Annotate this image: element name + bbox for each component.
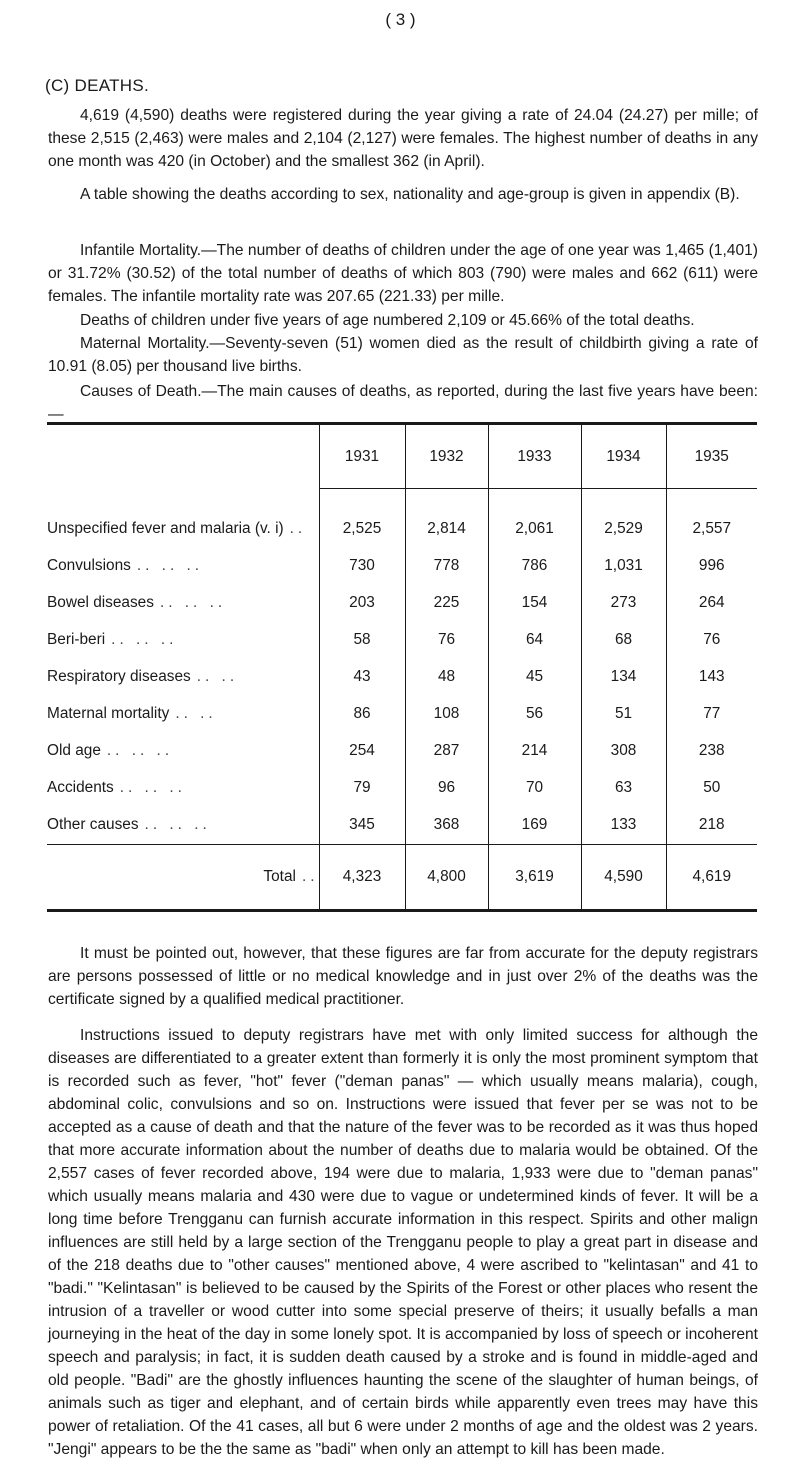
value-cell: 238 — [666, 733, 757, 770]
table-row — [47, 585, 757, 622]
value-cell: 48 — [405, 659, 488, 696]
value-cell: 2,061 — [488, 489, 581, 548]
header-blank-cell — [47, 424, 319, 489]
total-label: Total .. — [47, 844, 319, 910]
value-cell: 287 — [405, 733, 488, 770]
year-header: 1933 — [488, 424, 581, 489]
value-cell: 45 — [488, 659, 581, 696]
table-row — [47, 770, 757, 807]
total-value-cell: 4,590 — [581, 844, 666, 910]
cause-label: Accidents .. .. .. — [47, 779, 186, 796]
value-cell: 154 — [488, 585, 581, 622]
paragraph-deaths-summary: 4,619 (4,590) deaths were registered during the year giving a rate of 24.04 (24.27) per mille; of these 2,515 (2,463) were males and 2,104 (2,127) were females. The highest number of deaths in any one month was 420 (in October) and the smallest 362 (in April). — [48, 107, 758, 170]
value-cell: 2,529 — [581, 489, 666, 548]
paragraph-accuracy-note: It must be pointed out, however, that these figures are far from accurate for the deputy registrars are persons possessed of little or no medical knowledge and in just over 2% of the deaths was the certificate signed by a qualified medical practitioner. — [48, 945, 758, 1008]
year-header: 1931 — [319, 424, 405, 489]
value-cell: 51 — [581, 696, 666, 733]
total-value-cell: 4,800 — [405, 844, 488, 910]
total-value-cell: 4,619 — [666, 844, 757, 910]
cause-label: Respiratory diseases .. .. — [47, 668, 239, 685]
cause-label: Maternal mortality .. .. — [47, 705, 217, 722]
value-cell: 133 — [581, 807, 666, 845]
causes-of-death-table — [47, 422, 757, 912]
table-row — [47, 548, 757, 585]
value-cell: 43 — [319, 659, 405, 696]
cause-label: Beri-beri .. .. .. — [47, 631, 178, 648]
value-cell: 108 — [405, 696, 488, 733]
table-row — [47, 696, 757, 733]
value-cell: 64 — [488, 622, 581, 659]
value-cell: 778 — [405, 548, 488, 585]
table-header-row — [47, 424, 757, 489]
table-row — [47, 622, 757, 659]
paragraph-under-five-deaths: Deaths of children under five years of age numbered 2,109 or 45.66% of the total deaths. — [80, 312, 695, 329]
value-cell: 996 — [666, 548, 757, 585]
value-cell: 77 — [666, 696, 757, 733]
value-cell: 86 — [319, 696, 405, 733]
value-cell: 79 — [319, 770, 405, 807]
cause-label: Unspecified fever and malaria (v. i) .. — [47, 520, 307, 537]
value-cell: 143 — [666, 659, 757, 696]
paragraph-causes-intro: Causes of Death.—The main causes of deaths, as reported, during the last five years have been:— — [48, 383, 758, 423]
value-cell: 58 — [319, 622, 405, 659]
value-cell: 63 — [581, 770, 666, 807]
paragraph-maternal-mortality: Maternal Mortality.—Seventy-seven (51) women died as the result of childbirth giving a rate of 10.91 (8.05) per thousand live births. — [48, 335, 758, 375]
total-value-cell: 3,619 — [488, 844, 581, 910]
table-row — [47, 659, 757, 696]
value-cell: 76 — [666, 622, 757, 659]
value-cell: 345 — [319, 807, 405, 845]
cause-label: Bowel diseases .. .. .. — [47, 594, 227, 611]
value-cell: 96 — [405, 770, 488, 807]
value-cell: 225 — [405, 585, 488, 622]
value-cell: 2,814 — [405, 489, 488, 548]
paragraph-appendix-note: A table showing the deaths according to sex, nationality and age-group is given in appendix (B). — [80, 186, 740, 203]
value-cell: 1,031 — [581, 548, 666, 585]
value-cell: 214 — [488, 733, 581, 770]
value-cell: 2,557 — [666, 489, 757, 548]
value-cell: 56 — [488, 696, 581, 733]
value-cell: 218 — [666, 807, 757, 845]
value-cell: 203 — [319, 585, 405, 622]
value-cell: 368 — [405, 807, 488, 845]
page-number: ( 3 ) — [385, 10, 416, 29]
total-value-cell: 4,323 — [319, 844, 405, 910]
cause-label: Other causes .. .. .. — [47, 816, 211, 833]
table-row — [47, 733, 757, 770]
value-cell: 50 — [666, 770, 757, 807]
table-row — [47, 807, 757, 845]
value-cell: 308 — [581, 733, 666, 770]
value-cell: 68 — [581, 622, 666, 659]
table-row — [47, 489, 757, 548]
value-cell: 2,525 — [319, 489, 405, 548]
paragraph-infantile-mortality: Infantile Mortality.—The number of deaths of children under the age of one year was 1,465 (1,401) or 31.72% (30.52) of the total number of deaths of which 803 (790) were males and 662 (611) were females. The infantile mortality rate was 207.65 (221.33) per mille. — [48, 242, 758, 305]
year-header: 1935 — [666, 424, 757, 489]
value-cell: 70 — [488, 770, 581, 807]
year-header: 1932 — [405, 424, 488, 489]
cause-label: Convulsions .. .. .. — [47, 557, 204, 574]
value-cell: 264 — [666, 585, 757, 622]
year-header: 1934 — [581, 424, 666, 489]
table-total-row — [47, 844, 757, 910]
value-cell: 254 — [319, 733, 405, 770]
cause-label: Old age .. .. .. — [47, 742, 174, 759]
value-cell: 134 — [581, 659, 666, 696]
value-cell: 169 — [488, 807, 581, 845]
value-cell: 730 — [319, 548, 405, 585]
value-cell: 786 — [488, 548, 581, 585]
value-cell: 273 — [581, 585, 666, 622]
paragraph-instructions-and-spirits: Instructions issued to deputy registrars have met with only limited success for although the diseases are differentiated to a greater extent than formerly it is only the most prominent symptom that is recorded such as fever, "hot" fever ("deman panas" — which usually means malaria), cough, abdominal colic, convulsions and so on. Instructions were issued that fever per se was not to be accepted as a cause of death and that the nature of the fever was to be recorded as it was thus hoped that more accurate information about the number of deaths due to malaria would be obtained. Of the 2,557 cases of fever recorded above, 194 were due to malaria, 1,933 were due to "deman panas" which usually means malaria and 430 were due to vague or undetermined kinds of fever. It will be a long time before Trengganu can furnish accurate information in this respect. Spirits and other malign influences are still held by a large section of the Trengganu people to play a great part in disease and of the 218 deaths due to "other causes" mentioned above, 4 were ascribed to "kelintasan" and 41 to "badi." "Kelintasan" is believed to be caused by the Spirits of the Forest or other places who resent the intrusion of a traveller or wood cutter into some special preserve of theirs; it usually befalls a man journeying in the heat of the day in some lonely spot. It is accompanied by loss of speech or incoherent speech and paralysis; in fact, it is sudden death caused by a stroke and is found in middle-aged and old people. "Badi" are the ghostly influences haunting the scene of the slaughter of human beings, of animals such as tiger and elephant, and of certain birds while apparently even trees may have this power of retaliation. Of the 41 cases, all but 6 were under 2 months of age and the oldest was 2 years. "Jengi" appears to be the the same as "badi" when only an attempt to kill has been made. — [48, 1027, 758, 1458]
section-title: (C) DEATHS. — [45, 76, 150, 95]
value-cell: 76 — [405, 622, 488, 659]
